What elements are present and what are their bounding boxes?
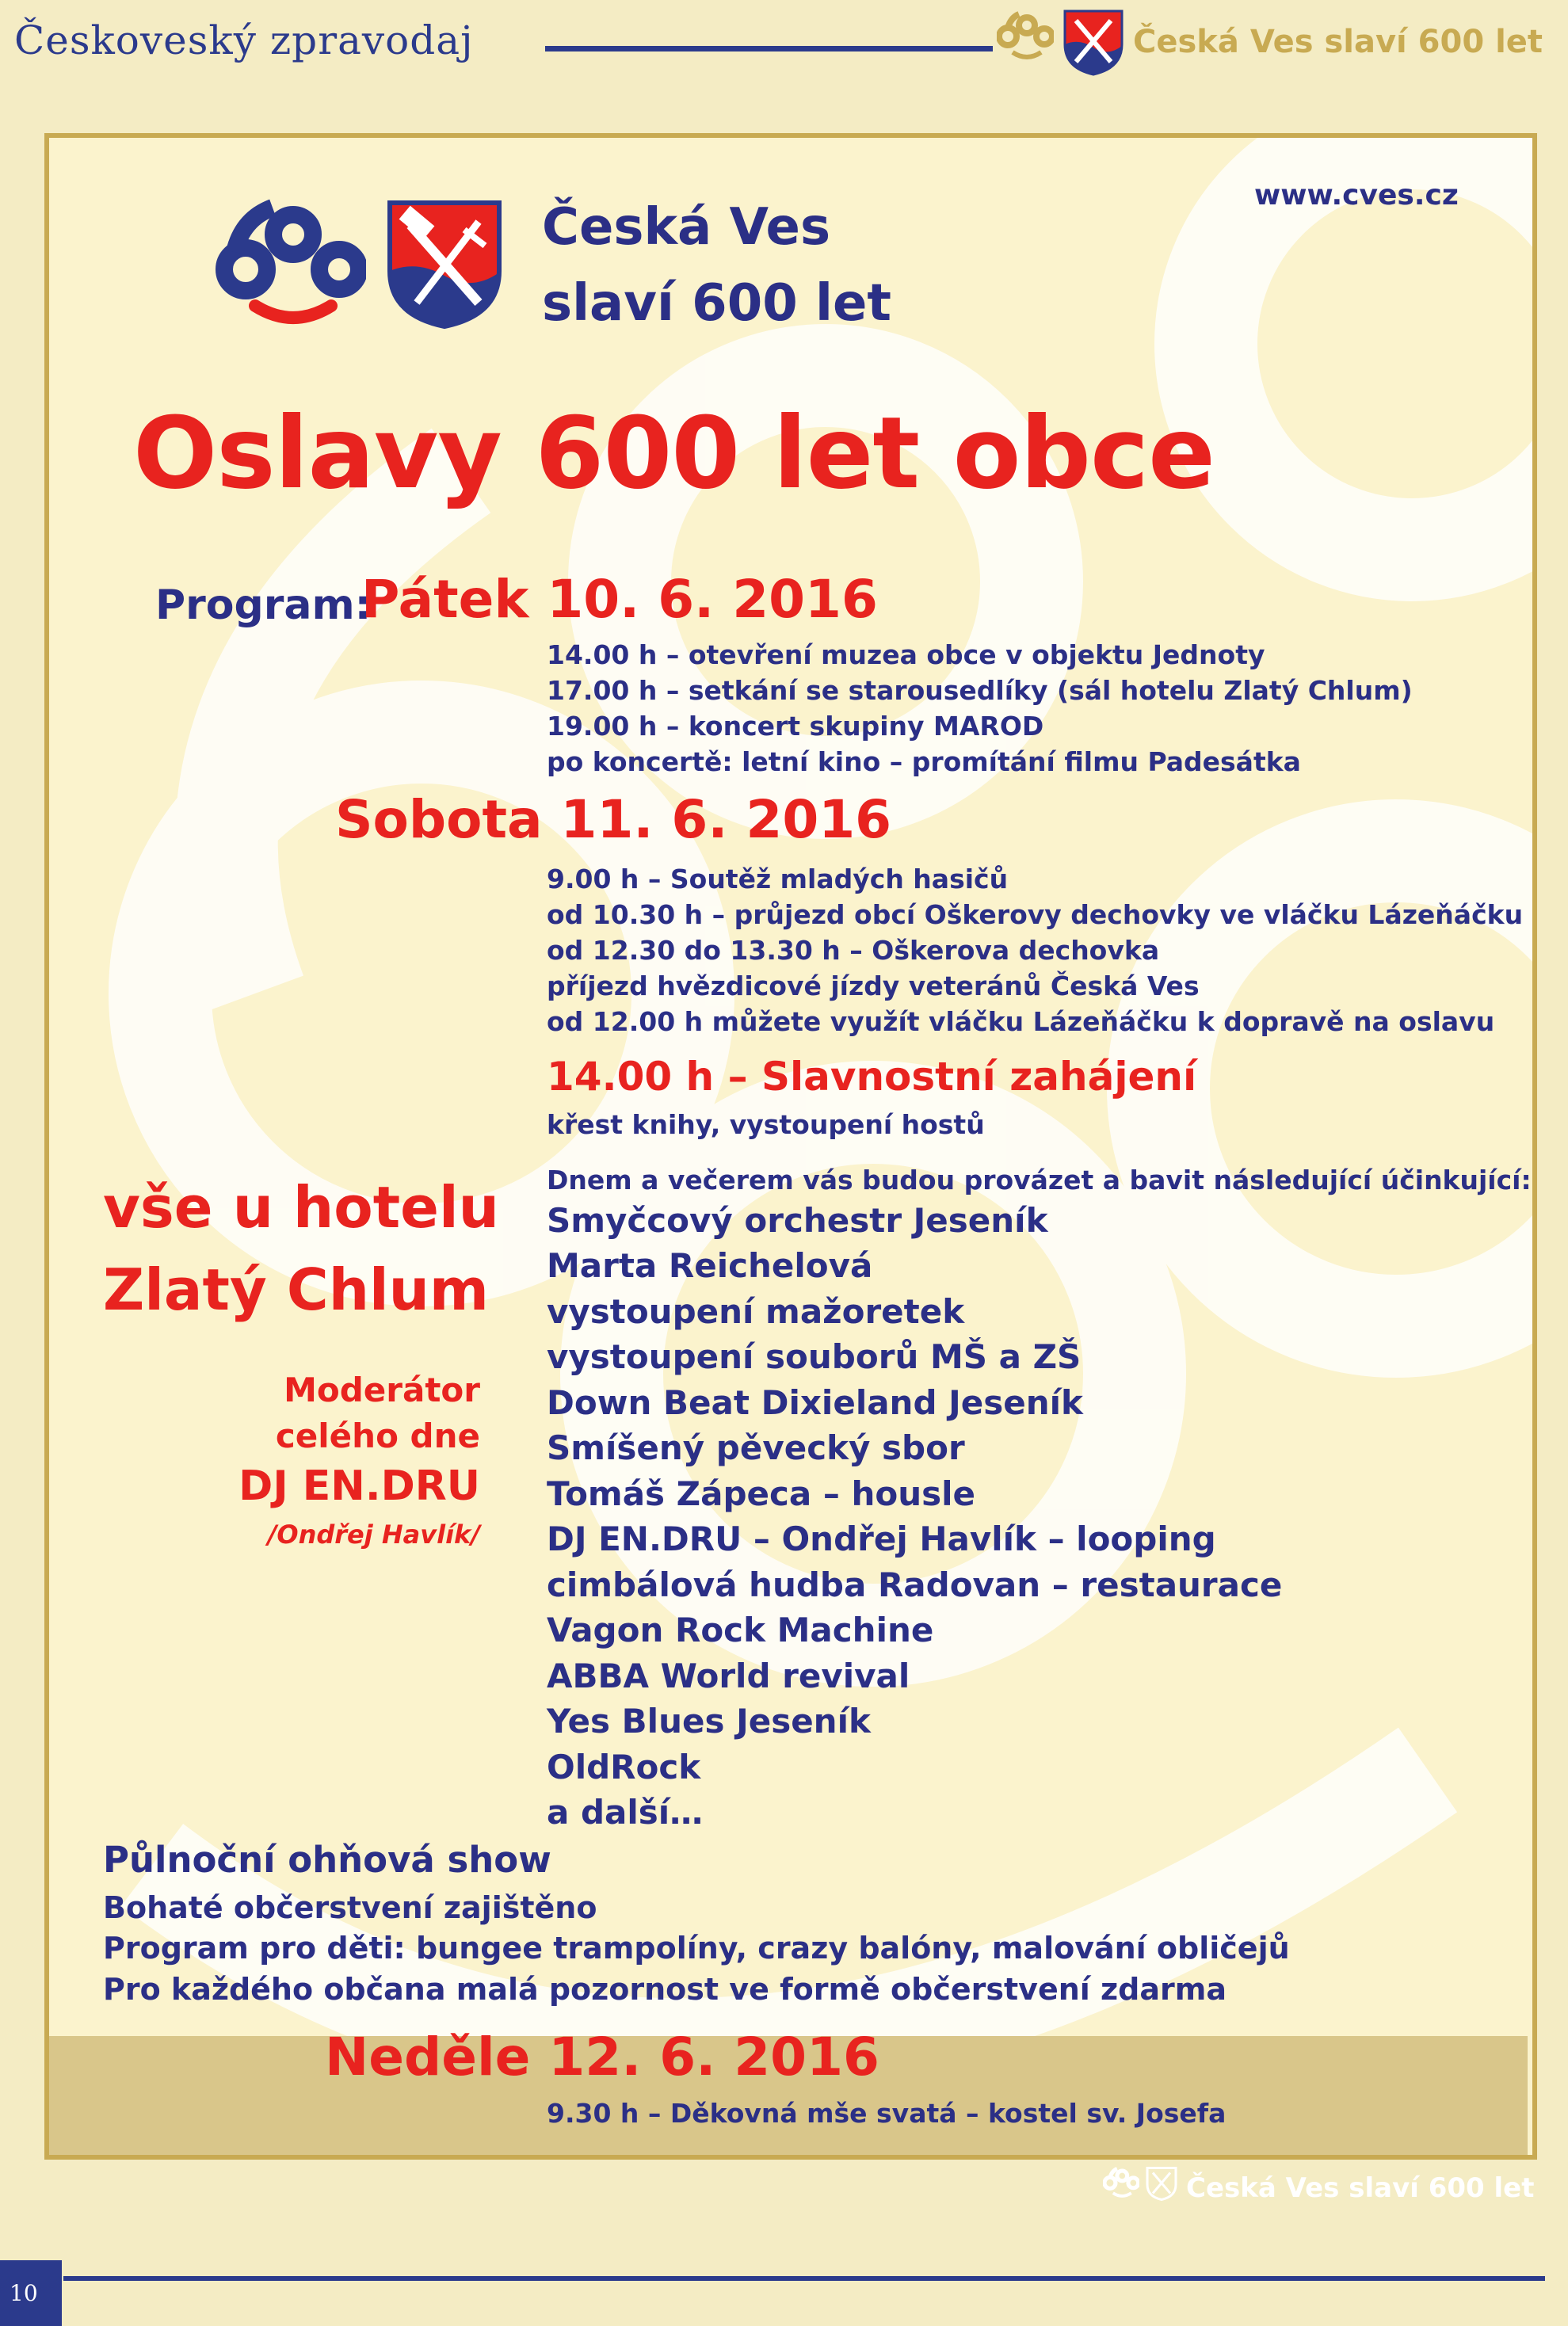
logo-600-icon <box>216 196 366 331</box>
saturday-item: 9.00 h – Soutěž mladých hasičů <box>547 864 1009 894</box>
saturday-item: od 12.00 h můžete využít vláčku Lázeňáčku k dopravě na oslavu <box>547 1006 1495 1037</box>
performer-item: a další… <box>547 1793 704 1832</box>
performer-item: ABBA World revival <box>547 1657 910 1695</box>
website-link[interactable]: www.cves.cz <box>1254 179 1459 212</box>
moderator-line1: Moderátor <box>284 1371 480 1409</box>
performer-item: Marta Reichelová <box>547 1246 873 1285</box>
header-rule <box>545 46 993 51</box>
performer-item: OldRock <box>547 1748 701 1786</box>
logo-title-line2: slaví 600 let <box>542 274 891 333</box>
performer-item: DJ EN.DRU – Ondřej Havlík – looping <box>547 1520 1216 1558</box>
performer-item: Down Beat Dixieland Jeseník <box>547 1383 1083 1422</box>
performer-item: vystoupení mažoretek <box>547 1292 965 1331</box>
saturday-item: od 10.30 h – průjezd obcí Oškerovy dechovky ve vláčku Lázeňáčku <box>547 899 1524 930</box>
saturday-item: od 12.30 do 13.30 h – Oškerova dechovka <box>547 935 1160 966</box>
moderator-name: DJ EN.DRU <box>238 1462 480 1510</box>
fire-show: Půlnoční ohňová show <box>103 1839 551 1881</box>
performer-item: Tomáš Zápeca – housle <box>547 1474 976 1513</box>
sunday-item: 9.30 h – Děkovná mše svatá – kostel sv. Josefa <box>547 2098 1227 2129</box>
footer-crest-icon <box>1146 2166 1177 2201</box>
friday-item: 17.00 h – setkání se starousedlíky (sál hotelu Zlatý Chlum) <box>547 675 1413 706</box>
performers-intro: Dnem a večerem vás budou provázet a bavit následující účinkující: <box>547 1165 1532 1195</box>
friday-item: 19.00 h – koncert skupiny MAROD <box>547 711 1044 742</box>
footer-600-logo-icon <box>1103 2166 1139 2201</box>
page-bottom-rule <box>63 2276 1545 2281</box>
extra-item: Pro každého občana malá pozornost ve formě občerstvení zdarma <box>103 1972 1227 2007</box>
saturday-heading: Sobota 11. 6. 2016 <box>335 789 892 850</box>
program-label: Program: <box>155 582 372 629</box>
moderator-real-name: /Ondřej Havlík/ <box>267 1520 480 1550</box>
footer-badge-text: Česká Ves slaví 600 let <box>1186 2172 1535 2204</box>
performer-item: Yes Blues Jeseník <box>547 1702 871 1741</box>
village-crest-icon <box>385 198 504 331</box>
venue-line2: Zlatý Chlum <box>103 1256 489 1323</box>
friday-item: 14.00 h – otevření muzea obce v objektu Jednoty <box>547 639 1265 670</box>
main-title: Oslavy 600 let obce <box>133 396 1215 511</box>
venue-line1: vše u hotelu <box>103 1174 499 1241</box>
extra-item: Program pro děti: bungee trampolíny, crazy balóny, malování obličejů <box>103 1931 1290 1966</box>
opening-subtitle: křest knihy, vystoupení hostů <box>547 1109 985 1140</box>
logo-title-line1: Česká Ves <box>542 198 831 257</box>
friday-item: po koncertě: letní kino – promítání filmu Padesátka <box>547 746 1301 777</box>
performer-item: Vagon Rock Machine <box>547 1611 934 1649</box>
page-number: 10 <box>10 2280 38 2306</box>
saturday-item: příjezd hvězdicové jízdy veteránů Česká Ves <box>547 970 1200 1001</box>
sunday-heading: Neděle 12. 6. 2016 <box>325 2027 879 2088</box>
performer-item: cimbálová hudba Radovan – restaurace <box>547 1565 1283 1604</box>
opening-ceremony: 14.00 h – Slavnostní zahájení <box>547 1054 1197 1100</box>
friday-heading: Pátek 10. 6. 2016 <box>361 569 878 630</box>
performer-item: vystoupení souborů MŠ a ZŠ <box>547 1337 1082 1376</box>
performer-item: Smíšený pěvecký sbor <box>547 1428 965 1467</box>
moderator-line2: celého dne <box>275 1417 480 1455</box>
performer-item: Smyčcový orchestr Jeseník <box>547 1201 1048 1240</box>
publication-title: Českoveský zpravodaj <box>14 17 474 63</box>
header-badge-text: Česká Ves slaví 600 let <box>1133 24 1543 60</box>
extra-item: Bohaté občerstvení zajištěno <box>103 1890 597 1925</box>
header-crest-icon <box>1062 8 1125 76</box>
header-600-logo-icon <box>997 11 1054 63</box>
